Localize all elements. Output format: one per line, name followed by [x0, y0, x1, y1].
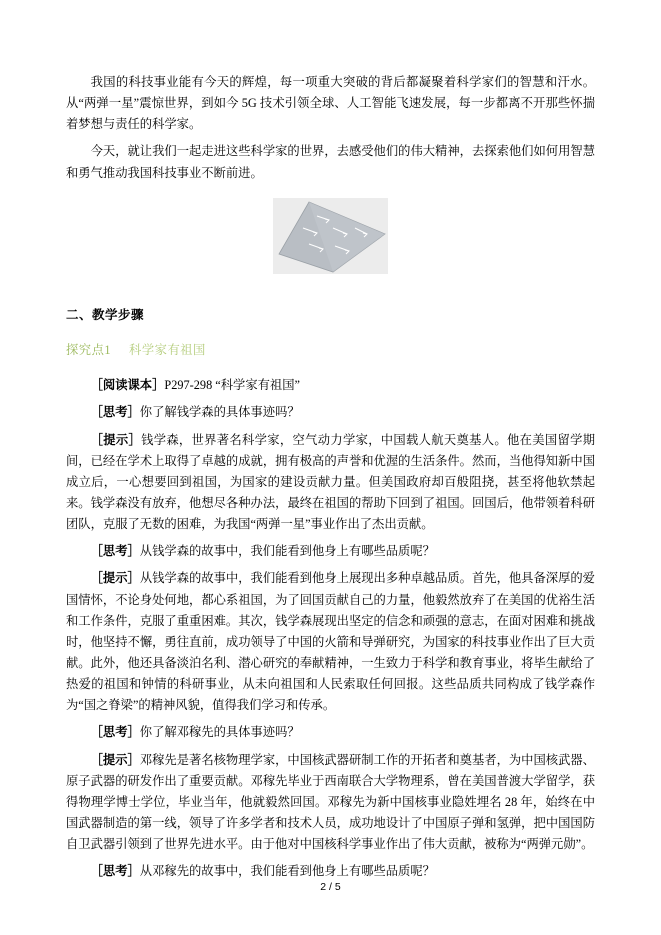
item-prefix: ［思考］	[90, 725, 140, 740]
item-prefix: ［思考］	[90, 405, 140, 420]
item-prefix: ［思考］	[90, 864, 140, 879]
body-paragraph-2: 今天，就让我们一起走进这些科学家的世界，去感受他们的伟大精神，去探索他们如何用智慧和勇气推动我国科技事业不断前进。	[66, 144, 595, 180]
list-item	[66, 375, 595, 396]
list-item	[66, 541, 595, 562]
list-item	[66, 861, 595, 882]
section-heading: 二、教学步骤	[66, 307, 145, 322]
item-text: 从邓稼先的故事中，我们能看到他身上有哪些品质呢？	[139, 864, 435, 879]
body-paragraph-1: 我国的科技事业能有今天的辉煌，每一项重大突破的背后都凝聚着科学家们的智慧和汗水。从“两弹一星”震惊世界，到如今 5G 技术引领全球、人工智能飞速发展，每一步都离不开那些怀揣着梦想与责任的科学家。	[66, 75, 595, 132]
figure-container	[66, 198, 595, 279]
item-prefix: ［思考］	[90, 544, 140, 559]
list-item	[66, 402, 595, 423]
page-number: 2 / 5	[320, 881, 341, 893]
list-item	[66, 750, 595, 856]
item-prefix: ［提示］	[90, 432, 142, 447]
item-prefix: ［提示］	[90, 752, 140, 767]
item-text: P297-298 “科学家有祖国”	[164, 378, 300, 393]
item-text: 从钱学森的故事中，我们能看到他身上展现出多种卓越品质。首先，他具备深厚的爱国情怀，不论身处何地，都心系祖国，为了回国贡献自己的力量，他毅然放弃了在美国的优裕生活和工作条件，克服了重重困难。其次，钱学森展现出坚定的信念和顽强的意志，在面对困难和挑战时，他坚持不懈，勇往直前，成功领导了中国的火箭和导弹研究，为国家的科技事业作出了巨大贡献。此外，他还具备淡泊名利、潜心研究的奉献精神，一生致力于科学和教育事业，将毕生献给了热爱的祖国和钟情的科研事业，从未向祖国和人民索取任何回报。这些品质共同构成了钱学森作为“国之脊梁”的精神风貌，值得我们学习和传承。	[66, 571, 595, 713]
item-prefix: ［提示］	[90, 571, 140, 586]
grey-polygon-illustration	[273, 198, 388, 274]
explore-point-header	[66, 340, 595, 361]
item-text: 邓稼先是著名核物理学家，中国核武器研制工作的开拓者和奠基者，为中国核武器、原子武器的研发作出了重要贡献。邓稼先毕业于西南联合大学物理系，曾在美国普渡大学留学，获得物理学博士学位，毕业当年，他就毅然回国。邓稼先为新中国核事业隐姓埋名 28 年，始终在中国武器制造的第一线，领导了许多学者和技术人员，成功地设计了中国原子弹和氢弹，把中国国防自卫武器引领到了世界先进水平。由于他对中国核科学事业作出了伟大贡献，被称为“两弹元勋”。	[66, 752, 595, 852]
item-prefix: ［阅读课本］	[90, 378, 165, 393]
list-item	[66, 568, 595, 716]
list-item	[66, 722, 595, 743]
item-text: 钱学森，世界著名科学家，空气动力学家，中国载人航天奠基人。他在美国留学期间，已经在学术上取得了卓越的成就，拥有极高的声誉和优渥的生活条件。然而，当他得知新中国成立后，一心想要回到祖国，为国家的建设贡献力量。但美国政府却百般阻挠，甚至将他软禁起来。钱学森没有放弃，他想尽各种办法，最终在祖国的帮助下回到了祖国。回国后，他带领着科研团队，克服了无数的困难，为我国“两弹一星”事业作出了杰出贡献。	[66, 432, 595, 532]
explore-point-topic: 科学家有祖国	[129, 343, 206, 358]
polygon-shape-icon	[273, 198, 388, 274]
list-item	[66, 430, 595, 536]
item-text: 你了解钱学森的具体事迹吗？	[139, 405, 300, 420]
item-text: 从钱学森的故事中，我们能看到他身上有哪些品质呢？	[139, 544, 435, 559]
explore-point-label: 探究点1	[66, 343, 112, 358]
item-text: 你了解邓稼先的具体事迹吗？	[139, 725, 300, 740]
